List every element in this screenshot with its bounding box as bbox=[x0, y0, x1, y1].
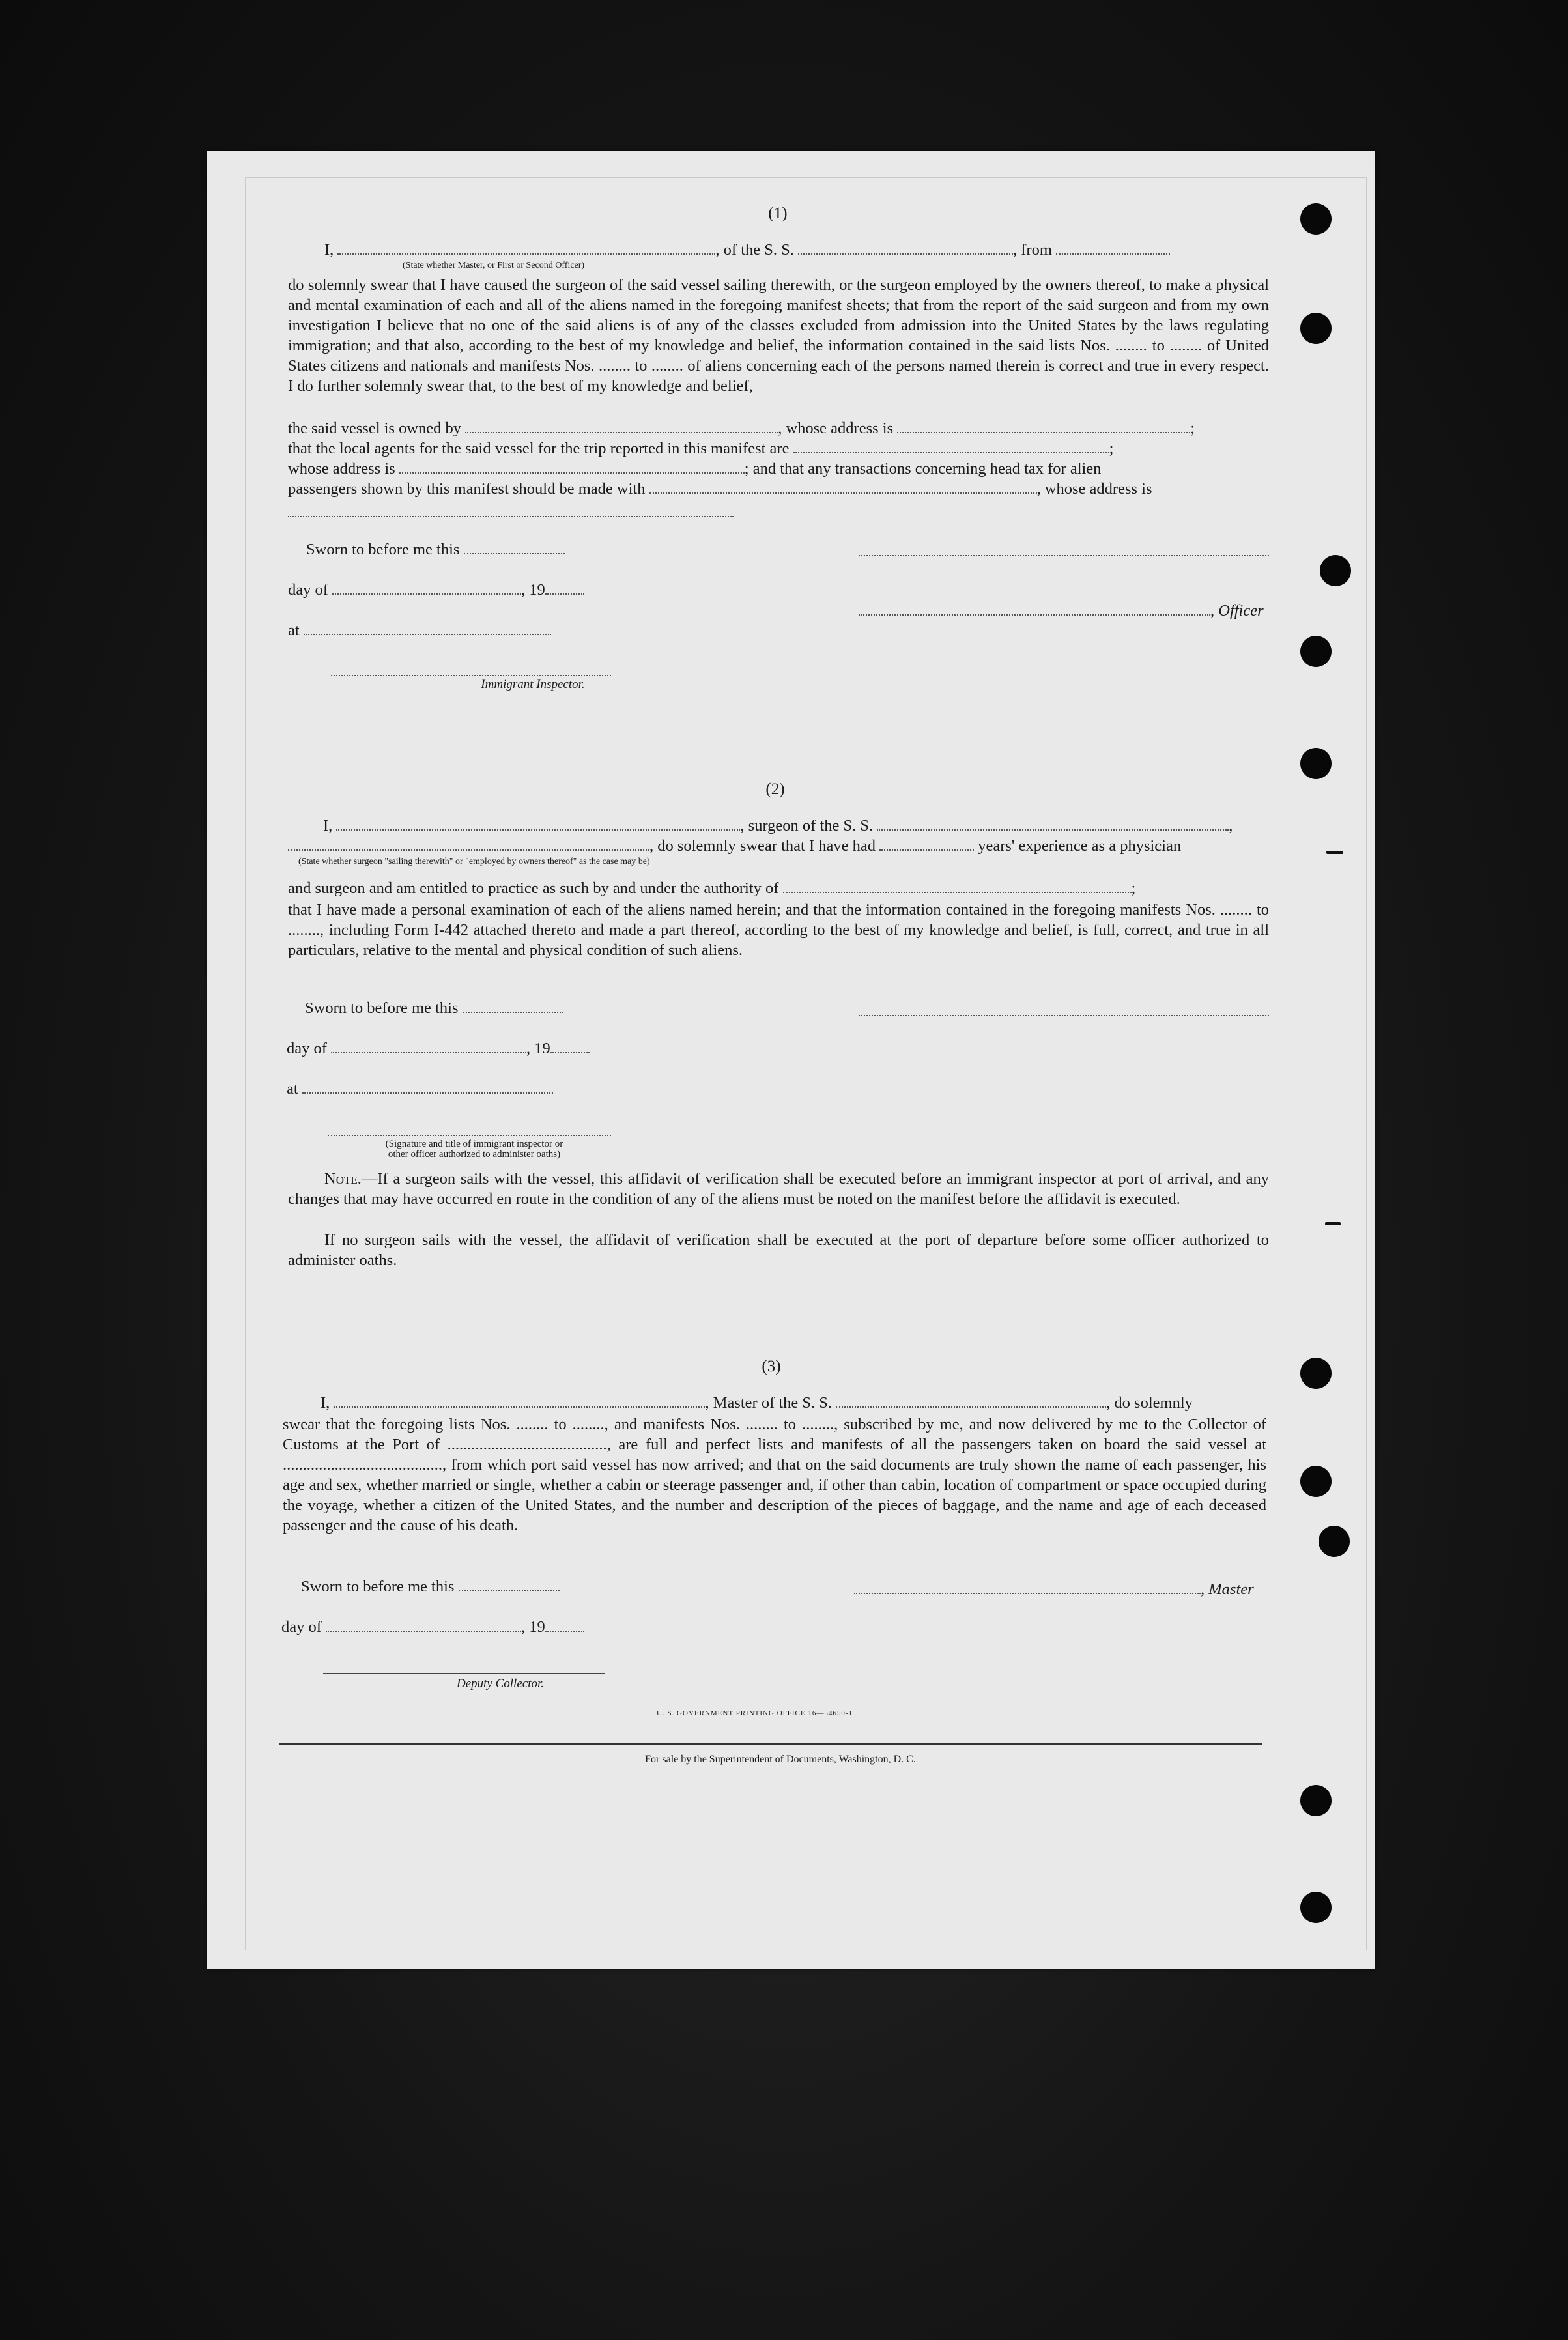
section-2-number: (2) bbox=[765, 780, 785, 798]
authority-field[interactable] bbox=[783, 880, 1132, 893]
binder-hole bbox=[1300, 203, 1332, 235]
surgeon-vessel-field[interactable] bbox=[877, 818, 1229, 831]
section-1-caption: (State whether Master, or First or Second Officer) bbox=[403, 261, 585, 270]
head-tax-party-field[interactable] bbox=[649, 481, 1037, 494]
vessel-name-field[interactable] bbox=[798, 242, 1013, 255]
section-1-at-line bbox=[288, 621, 551, 640]
master-vessel-field[interactable] bbox=[836, 1395, 1106, 1408]
section-2-at-label: at bbox=[287, 1080, 298, 1098]
local-agents-label: that the local agents for the said vessel for the trip reported in this manifest are bbox=[288, 440, 790, 457]
section-1-at-label: at bbox=[288, 621, 300, 639]
owner-address-label: , whose address is bbox=[778, 420, 894, 437]
section-3-line-1 bbox=[321, 1394, 1193, 1412]
section-2-year-label: , 19 bbox=[526, 1040, 550, 1057]
section-1-day-line bbox=[288, 581, 584, 599]
deputy-collector-caption: Deputy Collector. bbox=[456, 1677, 545, 1691]
surgeon-status-field[interactable] bbox=[288, 838, 649, 851]
section-1-at-field[interactable] bbox=[304, 622, 551, 635]
section-2-at-field[interactable] bbox=[302, 1081, 553, 1094]
section-1-month-field[interactable] bbox=[332, 582, 521, 595]
section-1-body: do solemnly swear that I have caused the surgeon of the said vessel sailing therewith, or the surgeon employed by the owners thereof, to make a physical and mental examination of each and all of the aliens named in the foregoing manifest sheets; that from the report of the said surgeon and from my own investigation I believe that no one of the said aliens is of any of the classes excluded from admission into the United States by the laws regulating immigration; and that also, according to the best of my knowledge and belief, the information contained in the said lists Nos. ........ to ........ of United States citizens and nationals and manifests Nos. ........ to ........ of aliens concerning each of the persons named therein is correct and true in every respect. I do further solemnly swear that, to the best of my knowledge and belief, bbox=[288, 276, 1269, 395]
passengers-label: passengers shown by this manifest should be made with bbox=[288, 480, 646, 498]
section-3-body: swear that the foregoing lists Nos. ........ to ........, and manifests Nos. ........ to ........, subscribed by me, and now delivered by me to the Collector of Customs at the Port of ........................................, are full and perfect lists and manifests of all the passengers taken on board the said vessel at ........................................, from which port said vessel has now arrived; and that on the said documents are truly shown the name of each passenger, his age and sex, whether married or single, whether a cabin or steerage passenger and, if other than cabin, location of compartment or space occupied during the voyage, whether a citizen of the United States, and the number and description of the pieces of baggage, and the name and age of each deceased passenger and the cause of his death. bbox=[283, 1416, 1266, 1534]
master-label: , Master bbox=[1201, 1580, 1254, 1598]
officer-name-field[interactable] bbox=[337, 242, 715, 255]
years-experience-label: years' experience as a physician bbox=[978, 837, 1182, 855]
master-of-ss-label: , Master of the S. S. bbox=[705, 1394, 833, 1412]
binder-hole bbox=[1300, 1892, 1332, 1923]
section-3-day-line bbox=[281, 1618, 584, 1636]
binder-hole bbox=[1300, 1358, 1332, 1389]
local-agents-field[interactable] bbox=[793, 440, 1109, 453]
binder-hole bbox=[1300, 636, 1332, 667]
section-1-line-1 bbox=[324, 241, 1170, 259]
surgeon-signature-line[interactable] bbox=[859, 1015, 1269, 1016]
section-1-sworn-day-field[interactable] bbox=[464, 541, 565, 554]
edge-mark bbox=[1326, 851, 1343, 854]
owner-address-field[interactable] bbox=[897, 420, 1190, 433]
do-solemnly-label: , do solemnly bbox=[1106, 1394, 1193, 1412]
inspector-signature-line[interactable] bbox=[331, 675, 611, 676]
section-1-sworn-line bbox=[306, 541, 565, 559]
authority-line: and surgeon and am entitled to practice as such by and under the authority of ; bbox=[288, 879, 1136, 897]
authority-label: and surgeon and am entitled to practice as such by and under the authority of bbox=[288, 879, 779, 897]
section-2-official-signature-line[interactable] bbox=[328, 1135, 611, 1136]
party-address-label: , whose address is bbox=[1036, 480, 1152, 498]
section-1-year-field[interactable] bbox=[545, 582, 584, 595]
section-1-day-label: day of bbox=[288, 581, 328, 599]
surgeon-name-field[interactable] bbox=[336, 818, 740, 831]
passengers-line bbox=[288, 480, 1152, 498]
section-3-number: (3) bbox=[762, 1358, 781, 1375]
section-2-line-1: I, , surgeon of the S. S. , bbox=[323, 817, 1233, 835]
binder-hole bbox=[1300, 313, 1332, 344]
years-experience-field[interactable] bbox=[879, 838, 974, 851]
agents-address-label: whose address is bbox=[288, 460, 395, 478]
master-name-field[interactable] bbox=[334, 1395, 705, 1408]
owned-by-label: the said vessel is owned by bbox=[288, 420, 462, 437]
agents-address-line bbox=[288, 460, 1101, 478]
section-3-sworn-label: Sworn to before me this bbox=[301, 1578, 455, 1595]
departure-port-field[interactable] bbox=[1056, 242, 1170, 255]
signature-caption-1: (Signature and title of immigrant inspector or bbox=[385, 1139, 563, 1149]
section-3-i: I, bbox=[321, 1394, 330, 1412]
edge-mark bbox=[1325, 1222, 1341, 1225]
section-1-sworn-label: Sworn to before me this bbox=[306, 541, 460, 558]
section-3-month-field[interactable] bbox=[326, 1619, 521, 1632]
section-3-year-label: , 19 bbox=[521, 1618, 545, 1636]
section-2-day-line bbox=[287, 1040, 590, 1058]
section-1-number: (1) bbox=[768, 205, 788, 222]
owned-by-line: the said vessel is owned by , whose address is ; bbox=[288, 420, 1195, 437]
section-2-caption: (State whether surgeon "sailing therewith" or "employed by owners thereof" as the case may be) bbox=[298, 857, 650, 866]
section-2-sworn-line bbox=[305, 999, 563, 1018]
section-3-sworn-day-field[interactable] bbox=[459, 1578, 560, 1591]
printing-office-line: U. S. GOVERNMENT PRINTING OFFICE 16—54650-1 bbox=[657, 1709, 853, 1717]
section-2-line-2 bbox=[288, 837, 1181, 855]
sale-notice: For sale by the Superintendent of Documents, Washington, D. C. bbox=[645, 1754, 916, 1765]
section-2-sworn-label: Sworn to before me this bbox=[305, 999, 459, 1017]
binder-hole bbox=[1300, 748, 1332, 779]
section-2-day-label: day of bbox=[287, 1040, 327, 1057]
section-1-from: , from bbox=[1013, 241, 1052, 259]
officer-signature-field[interactable] bbox=[859, 603, 1210, 616]
collector-signature-line[interactable] bbox=[323, 1673, 605, 1674]
binder-hole bbox=[1319, 1526, 1350, 1557]
section-3-day-label: day of bbox=[281, 1618, 322, 1636]
master-signature-field[interactable] bbox=[854, 1581, 1201, 1594]
section-3-year-field[interactable] bbox=[545, 1619, 584, 1632]
surgeon-swear-label: , do solemnly swear that I have had bbox=[649, 837, 876, 855]
master-signature-line bbox=[854, 1580, 1254, 1599]
section-2-month-field[interactable] bbox=[331, 1040, 526, 1053]
note-1-text: —If a surgeon sails with the vessel, this affidavit of verification shall be executed before an immigrant inspector at port of arrival, and any changes that may have occurred en route in the condition of any of the aliens must be noted on the manifest before the affidavit is executed. bbox=[288, 1170, 1269, 1208]
section-2-note-2: If no surgeon sails with the vessel, the affidavit of verification shall be executed at the port of departure before some officer authorized to administer oaths. bbox=[288, 1231, 1269, 1269]
section-1-year-label: , 19 bbox=[521, 581, 545, 599]
signature-caption-2: other officer authorized to administer oaths) bbox=[388, 1149, 561, 1160]
section-2-note-1 bbox=[288, 1169, 1269, 1209]
section-2-body: that I have made a personal examination of each of the aliens named herein; and that the information contained in the foregoing manifests Nos. ........ to ........, including Form I-442 attached thereto and made a part thereof, according to the best of my knowledge and belief, is full, correct, and true in all particulars, relative to the mental and physical condition of such aliens. bbox=[288, 901, 1269, 959]
immigrant-inspector-caption: Immigrant Inspector. bbox=[481, 678, 585, 691]
section-1-i: I, bbox=[324, 241, 334, 259]
section-2-year-field[interactable] bbox=[550, 1040, 590, 1053]
note-label: Note. bbox=[324, 1170, 362, 1188]
local-agents-line: that the local agents for the said vessel for the trip reported in this manifest are ; bbox=[288, 440, 1114, 457]
manifest-page bbox=[207, 151, 1375, 1969]
head-tax-label: ; and that any transactions concerning head tax for alien bbox=[744, 460, 1102, 478]
section-1-signature-line[interactable] bbox=[859, 555, 1269, 556]
surgeon-of-ss-label: , surgeon of the S. S. bbox=[740, 817, 874, 835]
binder-hole bbox=[1300, 1466, 1332, 1497]
section-2-sworn-day-field[interactable] bbox=[463, 1000, 563, 1013]
section-2-at-line bbox=[287, 1080, 553, 1098]
officer-signature-line bbox=[859, 602, 1264, 620]
footer-rule bbox=[279, 1743, 1262, 1745]
binder-hole bbox=[1320, 555, 1351, 586]
address-continuation-line[interactable] bbox=[288, 516, 734, 517]
owner-field[interactable] bbox=[465, 420, 778, 433]
agents-address-field[interactable] bbox=[399, 461, 745, 474]
section-1-of-ss: , of the S. S. bbox=[715, 241, 794, 259]
officer-label: , Officer bbox=[1210, 602, 1264, 620]
section-3-sworn-line bbox=[301, 1578, 560, 1596]
section-2-i: I, bbox=[323, 817, 333, 835]
binder-hole bbox=[1300, 1785, 1332, 1816]
